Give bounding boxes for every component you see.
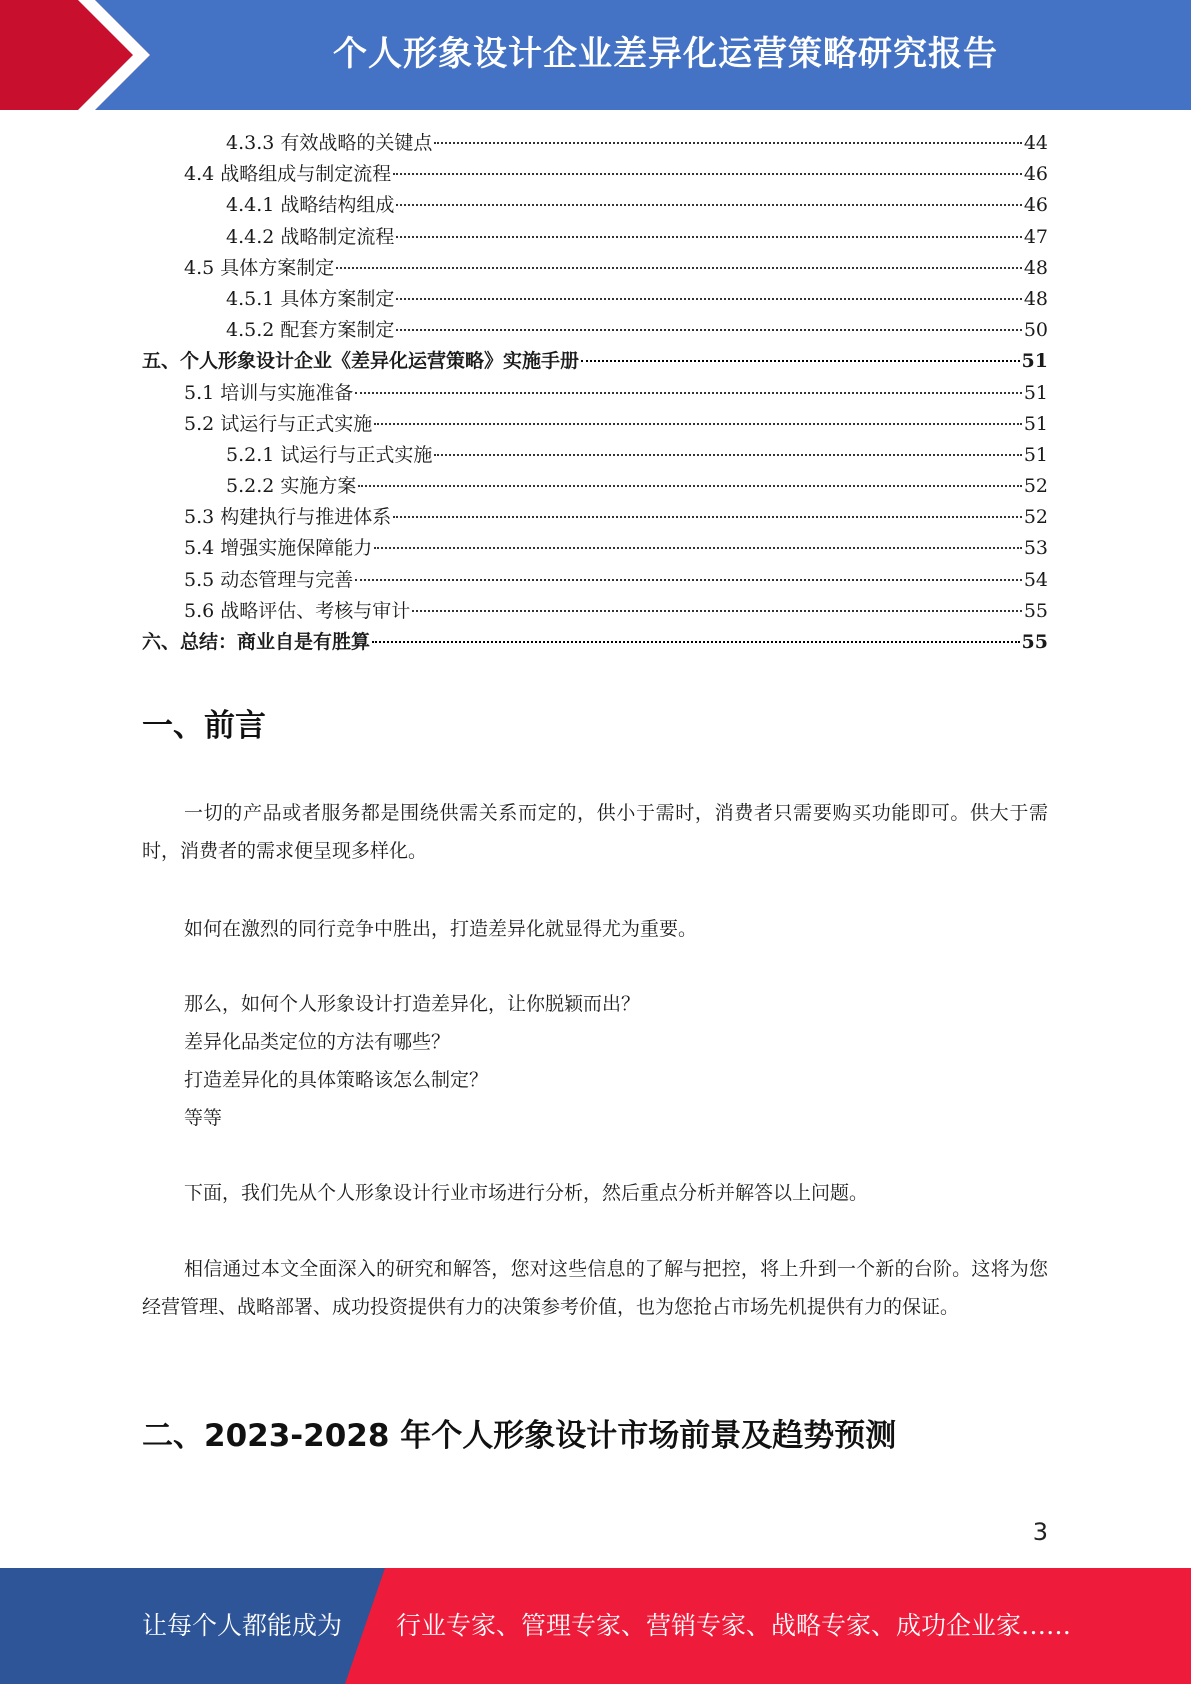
- toc-entry-page: 48: [1023, 287, 1048, 310]
- toc-dot-leader: [358, 485, 1021, 487]
- preface-paragraph-2: 如何在激烈的同行竞争中胜出，打造差异化就显得尤为重要。: [184, 918, 698, 940]
- section-2-heading: 二、2023-2028 年个人形象设计市场前景及趋势预测: [142, 1418, 897, 1454]
- page-header: [0, 0, 1191, 110]
- toc-entry[interactable]: [142, 378, 1048, 409]
- preface-question-3: 打造差异化的具体策略该怎么制定？: [184, 1069, 489, 1091]
- toc-entry-title: 5.5 动态管理与完善: [184, 568, 354, 591]
- toc-entry-title: 5.1 培训与实施准备: [184, 381, 354, 404]
- toc-entry-page: 51: [1023, 412, 1048, 435]
- toc-entry-title: 5.4 增强实施保障能力: [184, 537, 373, 560]
- preface-heading: 一、前言: [142, 708, 266, 744]
- toc-entry-page: 47: [1023, 225, 1048, 248]
- toc-entry-title: 4.3.3 有效战略的关键点: [226, 132, 433, 154]
- toc-entry[interactable]: [142, 409, 1048, 440]
- toc-dot-leader: [581, 360, 1020, 362]
- toc-entry[interactable]: [142, 315, 1048, 346]
- toc-dot-leader: [396, 329, 1021, 331]
- toc-entry[interactable]: [142, 128, 1048, 159]
- toc-entry[interactable]: [142, 159, 1048, 190]
- toc-entry[interactable]: [142, 190, 1048, 221]
- toc-dot-leader: [396, 236, 1021, 238]
- toc-entry-page: 53: [1023, 537, 1048, 560]
- toc-entry-title: 4.4.1 战略结构组成: [226, 194, 395, 217]
- toc-dot-leader: [374, 423, 1022, 425]
- toc-entry-title: 六、总结：商业自是有胜算: [142, 631, 371, 653]
- toc-entry-page: 52: [1023, 475, 1048, 498]
- toc-entry-page: 54: [1023, 568, 1048, 591]
- toc-dot-leader: [336, 267, 1022, 269]
- toc-entry[interactable]: [142, 533, 1048, 564]
- toc-dot-leader: [374, 547, 1022, 549]
- toc-entry-page: 52: [1023, 506, 1048, 529]
- preface-paragraph-3: 下面，我们先从个人形象设计行业市场进行分析，然后重点分析并解答以上问题。: [184, 1182, 869, 1204]
- toc-entry[interactable]: [142, 440, 1048, 471]
- toc-entry[interactable]: [142, 222, 1048, 253]
- toc-dot-leader: [393, 173, 1022, 175]
- page-footer: [0, 1568, 1191, 1684]
- preface-question-1: 那么，如何个人形象设计打造差异化，让你脱颖而出？: [184, 993, 641, 1015]
- toc-dot-leader: [355, 392, 1022, 394]
- toc-entry-title: 4.4.2 战略制定流程: [226, 225, 395, 248]
- report-title: 个人形象设计企业差异化运营策略研究报告: [333, 34, 998, 74]
- toc-dot-leader: [355, 579, 1022, 581]
- toc-entry[interactable]: [142, 346, 1048, 377]
- toc-entry-title: 五、个人形象设计企业《差异化运营策略》实施手册: [142, 350, 580, 373]
- toc-entry-title: 4.5.1 具体方案制定: [226, 287, 395, 310]
- preface-paragraph-4: 相信通过本文全面深入的研究和解答，您对这些信息的了解与把控，将上升到一个新的台阶。这将为您经营管理、战略部署、成功投资提供有力的决策参考价值，也为您抢占市场先机提供有力的保证。: [142, 1258, 1048, 1318]
- toc-entry-title: 5.6 战略评估、考核与审计: [184, 599, 411, 622]
- toc-entry-title: 4.5 具体方案制定: [184, 256, 335, 279]
- toc-dot-leader: [396, 204, 1021, 206]
- toc-entry-page: 46: [1023, 163, 1048, 186]
- toc-entry-page: 50: [1023, 319, 1048, 342]
- toc-entry[interactable]: [142, 471, 1048, 502]
- toc-entry[interactable]: [142, 627, 1048, 658]
- toc-entry[interactable]: [142, 253, 1048, 284]
- toc-entry-page: 48: [1023, 256, 1048, 279]
- preface-question-4: 等等: [184, 1107, 223, 1129]
- toc-entry-title: 4.5.2 配套方案制定: [226, 319, 395, 342]
- toc-dot-leader: [434, 142, 1021, 144]
- toc-entry-page: 55: [1023, 599, 1048, 622]
- footer-slogan-right: 行业专家、管理专家、营销专家、战略专家、成功企业家……: [396, 1611, 1072, 1640]
- toc-dot-leader: [396, 298, 1021, 300]
- toc-dot-leader: [434, 454, 1021, 456]
- toc-entry-title: 5.2.1 试运行与正式实施: [226, 443, 433, 466]
- toc-dot-leader: [412, 610, 1022, 612]
- toc-entry-page: 55: [1021, 631, 1048, 653]
- footer-slogan-left: 让每个人都能成为: [142, 1611, 343, 1640]
- toc-entry-title: 5.3 构建执行与推进体系: [184, 506, 392, 529]
- toc-entry-page: 51: [1023, 381, 1048, 404]
- toc-entry-title: 4.4 战略组成与制定流程: [184, 163, 392, 186]
- page-number: 3: [1032, 1518, 1048, 1546]
- toc-entry-title: 5.2.2 实施方案: [226, 475, 357, 498]
- preface-paragraph-1: 一切的产品或者服务都是围绕供需关系而定的，供小于需时，消费者只需要购买功能即可。供大于需时，消费者的需求便呈现多样化。: [142, 802, 1048, 862]
- toc-entry-page: 51: [1023, 443, 1048, 466]
- toc-dot-leader: [372, 641, 1020, 643]
- toc-entry[interactable]: [142, 502, 1048, 533]
- preface-question-2: 差异化品类定位的方法有哪些？: [184, 1031, 451, 1053]
- toc-dot-leader: [393, 516, 1022, 518]
- toc-entry[interactable]: [142, 284, 1048, 315]
- toc-entry[interactable]: [142, 565, 1048, 596]
- toc-entry-title: 5.2 试运行与正式实施: [184, 412, 373, 435]
- toc-entry-page: 51: [1021, 350, 1048, 373]
- toc-entry[interactable]: [142, 596, 1048, 627]
- toc-entry-page: 46: [1023, 194, 1048, 217]
- table-of-contents: [142, 128, 1048, 658]
- toc-entry-page: 44: [1023, 132, 1048, 154]
